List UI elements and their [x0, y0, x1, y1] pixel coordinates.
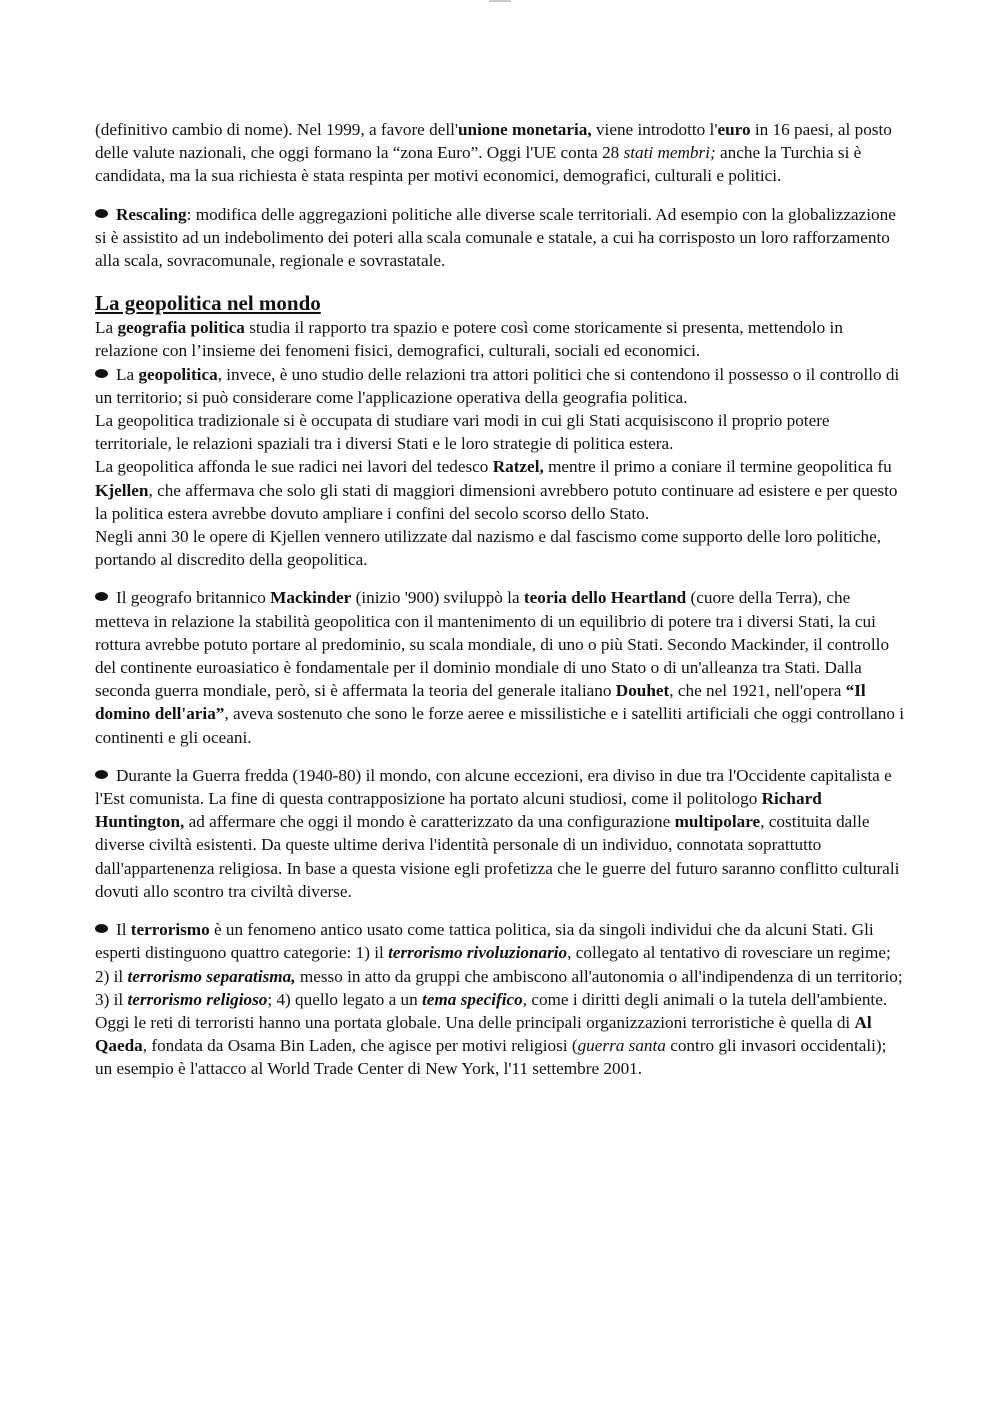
paragraph-euro: (definitivo cambio di nome). Nel 1999, a favore dell'unione monetaria, viene introdotto l'euro in 16 paesi, al posto delle valute nazionali, che oggi formano la “zona Euro”. Oggi l'UE conta 28 stati membri; anche la Turchia si è candidata, ma la sua richiesta è stata respinta per motivi economici, demografici, culturali e politici.	[95, 120, 892, 186]
section-heading: La geopolitica nel mondo	[95, 291, 321, 316]
bullet-icon	[95, 209, 108, 218]
paragraph-geopolitica: La geopolitica, invece, è uno studio delle relazioni tra attori politici che si contendono il possesso o il controllo di un territorio; si può considerare come l'applicazione operativa della geografia politica.	[95, 364, 900, 407]
paragraph-ratzel-kjellen: La geopolitica affonda le sue radici nei lavori del tedesco Ratzel, mentre il primo a coniare il termine geopolitica fu Kjellen, che affermava che solo gli stati di maggiori dimensioni avrebbero potuto continuare ad esistere e per questo la politica estera avrebbe dovuto ampliare i confini del secolo scorso dello Stato.	[95, 457, 898, 523]
paragraph-rescaling: Rescaling: modifica delle aggregazioni politiche alle diverse scale territoriali. Ad esempio con la globalizzazione si è assistito ad un indebolimento dei poteri alla scala comunale e statale, a cui ha corrisposto un loro rafforzamento alla scala, sovracomunale, regionale e sovrastatale.	[95, 204, 896, 271]
page-header-mark	[489, 0, 511, 2]
bullet-icon	[95, 924, 108, 933]
paragraph-mackinder: Il geografo britannico Mackinder (inizio '900) sviluppò la teoria dello Heartland (cuore della Terra), che metteva in relazione la stabilità geopolitica con il mantenimento di un equilibrio di potere tra i diversi Stati, la cui rottura avrebbe potuto portare al predominio, su scala mondiale, di uno o più Stati. Secondo Mackinder, il controllo del continente euroasiatico è fondamentale per il dominio mondiale di uno Stato o di un'alleanza tra Stati. Dalla seconda guerra mondiale, però, si è affermata la teoria del generale italiano Douhet, che nel 1921, nell'opera “Il domino dell'aria”, aveva sostenuto che sono le forze aeree e missilistiche e i satelliti artificiali che oggi controllano i continenti e gli oceani.	[95, 588, 905, 747]
bullet-icon	[95, 592, 108, 601]
paragraph-terrorismo: Il terrorismo è un fenomeno antico usato come tattica politica, sia da singoli individui che da alcuni Stati. Gli esperti distinguono quattro categorie: 1) il terrorismo rivoluzionario, collegato al tentativo di rovesciare un regime; 2) il terrorismo separatisma, messo in atto da gruppi che ambiscono all'autonomia o all'indipendenza di un territorio; 3) il terrorismo religioso; 4) quello legato a un tema specifico, come i diritti degli animali o la tutela dell'ambiente. Oggi le reti di terroristi hanno una portata globale. Una delle principali organizzazioni terroristiche è quella di Al Qaeda, fondata da Osama Bin Laden, che agisce per motivi religiosi (guerra santa contro gli invasori occidentali); un esempio è l'attacco al World Trade Center di New York, l'11 settembre 2001.	[95, 920, 903, 1079]
bullet-icon	[95, 770, 108, 779]
paragraph-guerra-fredda: Durante la Guerra fredda (1940-80) il mondo, con alcune eccezioni, era diviso in due tra l'Occidente capitalista e l'Est comunista. La fine di questa contrapposizione ha portato alcuni studiosi, come il politologo Richard Huntington, ad affermare che oggi il mondo è caratterizzato da una configurazione multipolare, costituita dalle diverse civiltà esistenti. Da queste ultime deriva l'identità personale di un individuo, connotata soprattutto dall'appartenenza religiosa. In base a questa visione egli profetizza che le guerre del futuro saranno conflitto culturali dovuti allo scontro tra civiltà diverse.	[95, 765, 900, 901]
paragraph-geografia-politica: La geografia politica studia il rapporto tra spazio e potere così come storicamente si presenta, mettendolo in relazione con l’insieme dei fenomeni fisici, demografici, culturali, sociali ed economici.	[95, 318, 843, 361]
document-page	[95, 118, 907, 1081]
bullet-icon	[95, 369, 108, 378]
paragraph-anni-30: Negli anni 30 le opere di Kjellen vennero utilizzate dal nazismo e dal fascismo come supporto delle loro politiche, portando al discredito della geopolitica.	[95, 527, 882, 570]
paragraph-geopolitica-tradizionale: La geopolitica tradizionale si è occupata di studiare vari modi in cui gli Stati acquisiscono il proprio potere territoriale, le relazioni spaziali tra i diversi Stati e le loro strategie di politica estera.	[95, 411, 830, 454]
